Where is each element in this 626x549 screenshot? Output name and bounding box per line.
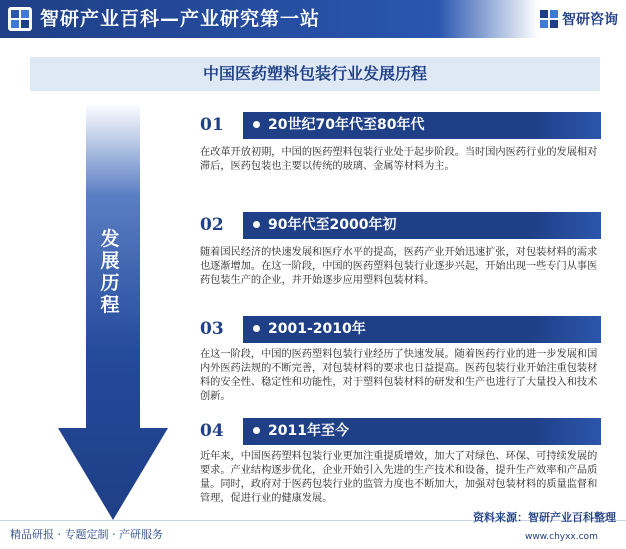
brand-name: 智研咨询 [562, 12, 618, 28]
stage-period: 90年代至2000年初 [268, 217, 397, 233]
stage-number: 03 [200, 319, 224, 339]
stage-description: 在这一阶段，中国的医药塑料包装行业经历了快速发展。随着医药行业的进一步发展和国内外医药法规的不断完善，对包装材料的要求也日益提高。医药包装行业开始注重包装材料的安全性、稳定性和功能性，对于塑料包装材料的研发和生产也进行了大量投入和技术创新。 [200, 349, 598, 402]
bullet-icon [253, 427, 260, 434]
zhiyan-logo-icon [8, 7, 32, 31]
bullet-icon [253, 121, 260, 128]
page-title: 中国医药塑料包装行业发展历程 [30, 57, 600, 91]
stage-period: 20世纪70年代至80年代 [268, 117, 425, 133]
website-link[interactable]: www.chyxx.com [525, 532, 598, 542]
footer-slogan: 精品研报 · 专题定制 · 产研服务 [10, 528, 163, 541]
stage-period: 2001-2010年 [268, 321, 366, 337]
stage-description: 随着国民经济的快速发展和医疗水平的提高，医药产业开始迅速扩张，对包装材料的需求也逐渐增加。在这一阶段，中国的医药塑料包装行业逐步兴起，开始出现一些专门从事医药包装生产的企业，并开始逐步应用塑料包装材料。 [200, 247, 598, 286]
source-note: 资料来源：智研产业百科整理 [473, 511, 616, 524]
stage-number: 01 [200, 115, 224, 135]
stage-description: 近年来，中国医药塑料包装行业更加注重提质增效，加大了对绿色、环保、可持续发展的要求。产业结构逐步优化，企业开始引入先进的生产技术和设备，提升生产效率和产品质量。同时，政府对于医药包装行业的监管力度也不断加大，加强对包装材料的质量监督和管理，促进行业的健康发展。 [200, 451, 598, 504]
site-title: 智研产业百科—产业研究第一站 [40, 8, 321, 30]
bullet-icon [253, 325, 260, 332]
brand-logo-icon [540, 10, 558, 28]
stage-description: 在改革开放初期，中国的医药塑料包装行业处于起步阶段。当时国内医药行业的发展相对滞后，医药包装也主要以传统的玻璃、金属等材料为主。 [200, 147, 598, 172]
stage-number: 04 [200, 421, 224, 441]
stage-period-bar [243, 316, 601, 343]
stage-period: 2011年至今 [268, 423, 349, 439]
arrow-label: 发展历程 [100, 228, 120, 316]
stage-number: 02 [200, 215, 224, 235]
stage-period-bar [243, 212, 601, 239]
footer-source-block [473, 511, 616, 544]
header-banner [0, 0, 626, 38]
stage-period-bar [243, 418, 601, 445]
bullet-icon [253, 221, 260, 228]
brand[interactable] [540, 9, 618, 29]
stage-period-bar [243, 112, 601, 139]
